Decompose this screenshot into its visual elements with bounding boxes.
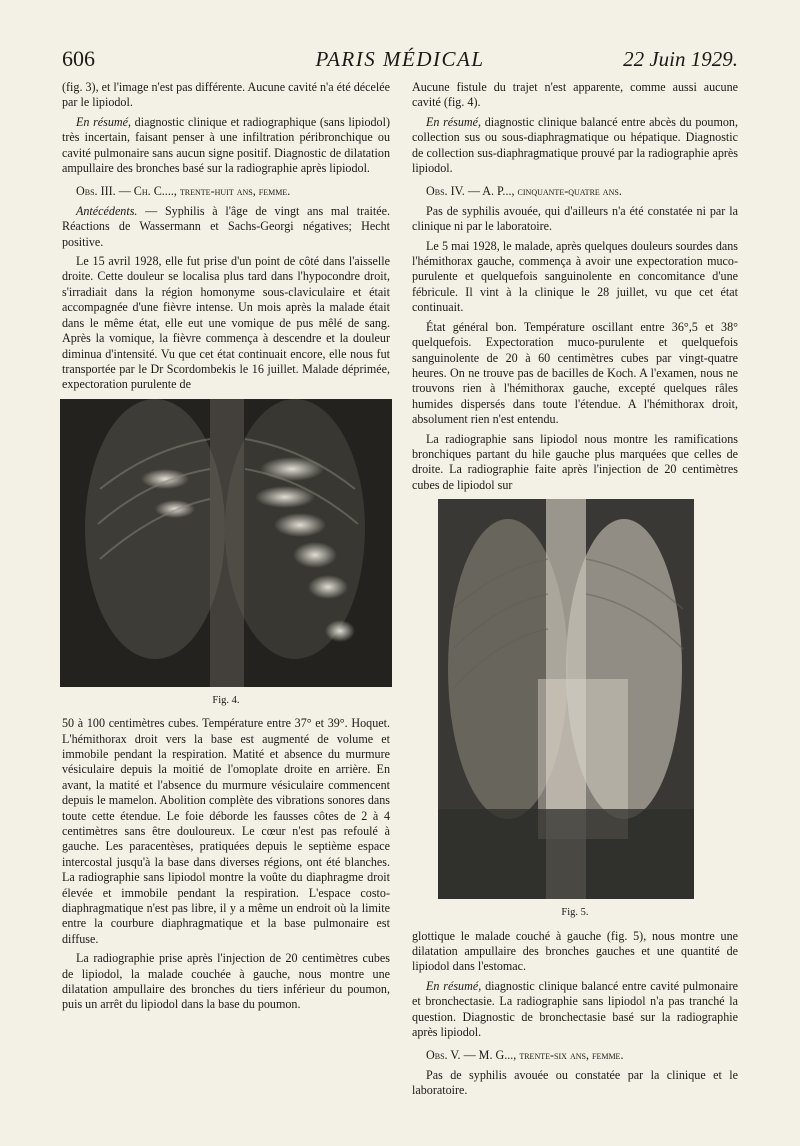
summary-paragraph [412,115,738,177]
summary-text: diagnostic clinique et radiographique (sans lipiodol) très incertain, faisant penser à une infiltration péribronchique ou cavité pulmonaire sans aucun signe positif. Diagnostic de dilatation ampullaire des bronches basé sur la radiographie après lipiodol. [62,114,390,176]
paragraph: (fig. 3), et l'image n'est pas différente. Aucune cavité n'a été décelée par le lipiodol. [62,80,390,110]
paragraph: Pas de syphilis avouée ou constatée par la clinique et le laboratoire. [412,1067,738,1098]
summary-paragraph [412,979,738,1041]
paragraph: Aucune fistule du trajet n'est apparente, comme aussi aucune cavité (fig. 4). [412,80,738,110]
paragraph: État général bon. Température oscillant entre 36°,5 et 38° quelquefois. Expectoration muco-purulente et quelquefois sanguinolente de 20 à 60 centimètres cubes par vingt-quatre heures. On ne trouve pas de bacilles de Koch. A l'examen, nous ne trouvons rien à l'hémithorax gauche, excepté quelques râles humides dispersés dans toute l'étendue. A l'hémithorax droit, absolument rien n'est entendu. [412,319,738,427]
issue-date: 22 Juin 1929. [623,47,738,71]
left-column [62,80,390,1017]
paragraph: La radiographie prise après l'injection de 20 centimètres cubes de lipiodol, la malade couchée à gauche, nous montre une dilatation ampullaire des bronches du tiers inférieur du poumon, puis un arrêt du lipiodol dans la base du poumon. [62,951,390,1012]
observation-heading: Obs. V. — M. G..., trente-six ans, femme. [426,1048,624,1063]
summary-lead: En résumé, [76,114,132,129]
paragraph: glottique le malade couché à gauche (fig. 5), nous montre une dilatation ampullaire des bronches gauches et une quantité de lipiodol dans l'estomac. [412,928,738,974]
paragraph: 50 à 100 centimètres cubes. Température entre 37° et 39°. Hoquet. L'hémithorax droit vers la base est augmenté de volume et immobile pendant la respiration. Matité et absence du murmure vésiculaire depuis la moitié de l'omoplate droite en arrière. En avant, la matité et l'absence du murmure vésiculaire commencent depuis le mamelon. Abolition complète des vibrations sonores dans toute cette étendue. Le foie déborde les fausses côtes de 2 à 4 centimètres sans être douloureux. Le cœur n'est pas refoulé à gauche. Les paracentèses, pratiquées depuis le septième espace intercostal jusqu'à la base dans diverses régions, ont été blanches. La radiographie sans lipiodol montre la voûte du diaphragme droit élevée et immobile pendant la respiration. L'espace costo-diaphragmatique n'est pas libre, il y a même un endroit où la limite entre la courbure diaphragmatique et la base pulmonaire est diffuse. [62,716,390,946]
paragraph: Le 5 mai 1928, le malade, après quelques douleurs sourdes dans l'hémithorax gauche, commença à avoir une expectoration muco-purulente et quelquefois sanguinolente en concomitance d'une fébricule. Il vint à la clinique le 28 juillet, vu que cet état continuait. [412,238,738,315]
figure-caption: Fig. 4. [212,694,240,706]
summary-lead: En résumé, [426,114,482,129]
paragraph: La radiographie sans lipiodol nous montre les ramifications bronchiques partant du hile gauche plus marquées que celles de droite. La radiographie faite après l'injection de 20 centimètres cubes de lipiodol sur [412,431,738,492]
observation-heading: Obs. IV. — A. P..., cinquante-quatre ans. [426,184,622,199]
summary-text: diagnostic clinique balancé entre abcès du poumon, collection sus ou sous-diaphragmatique ou hépatique. Diagnostic de collection sus-diaphragmatique prouvé par la radiographie après lipiodol. [412,114,738,176]
summary-lead: En résumé, [426,978,482,993]
figure-caption: Fig. 5. [561,907,589,919]
page-header [62,46,738,74]
paragraph: Pas de syphilis avouée, qui d'ailleurs n'a été constatée ni par la clinique ni par le laboratoire. [412,203,738,234]
xray-illustration [438,499,694,899]
summary-paragraph [62,115,390,177]
figure-4 [62,399,390,708]
chest-xray-image [60,399,392,687]
summary-text: diagnostic clinique balancé entre cavité pulmonaire et bronchectasie. La radiographie sans lipiodol n'a pas tranché la question. Diagnostic de bronchectasie basé sur la radiographie après lipiodol. [412,978,738,1039]
observation-heading: Obs. III. — Ch. C...., trente-huit ans, femme. [76,184,291,199]
antecedents-paragraph [62,204,390,250]
antecedents-text: — Syphilis à l'âge de vingt ans mal traitée. Réactions de Wassermann et Sachs-Georgi négatives; Hecht positive. [62,203,390,249]
chest-xray-image [438,499,694,899]
xray-illustration [60,399,392,687]
page-number: 606 [62,46,95,71]
figure-5 [412,499,738,920]
right-column [412,80,738,1103]
antecedents-lead: Antécédents. [76,203,138,218]
journal-title: PARIS MÉDICAL [315,47,485,71]
paragraph: Le 15 avril 1928, elle fut prise d'un point de côté dans l'aisselle droite. Cette douleur se localisa plus tard dans l'hypocondre droit, s'irradiait dans la région homonyme sous-claviculaire et était accompagnée d'une fièvre intense. Un mois après la malade était dans le même état, elle eut une vomique de pus mêlé de sang. Après la vomique, la fièvre commença à descendre et la douleur diminua d'intensité. Vu que cet état continuait encore, elle nous fut transportée par le Dr Scordombekis le 16 juillet. Malade déprimée, expectoration purulente de [62,254,390,392]
